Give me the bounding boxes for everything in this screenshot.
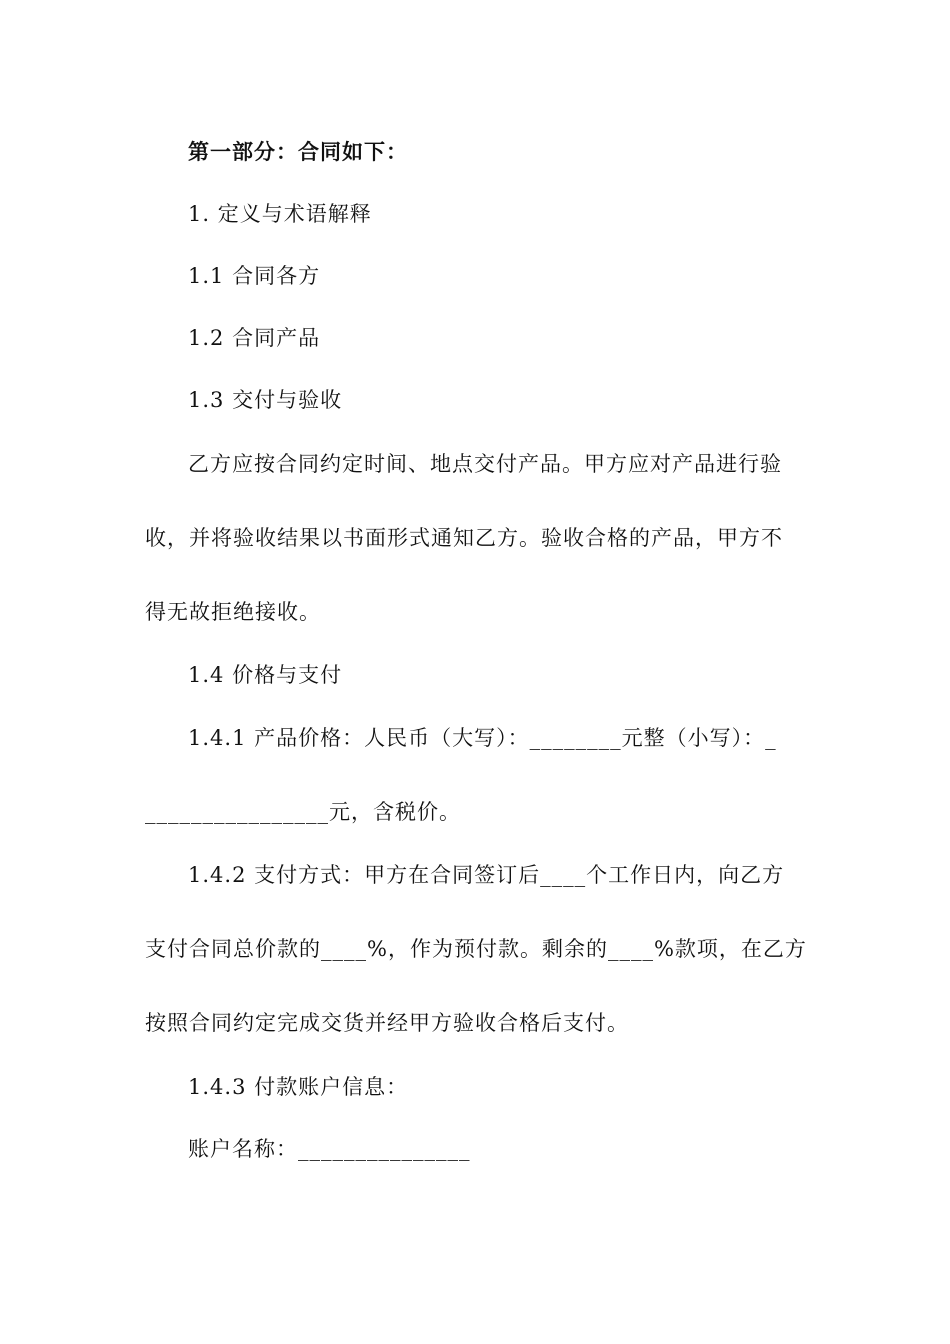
- paragraph-line: 1.4.2 支付方式：甲方在合同签订后____个工作日内，向乙方: [188, 863, 785, 887]
- paragraph-line: 收，并将验收结果以书面形式通知乙方。验收合格的产品，甲方不: [145, 526, 783, 550]
- paragraph-line: 支付合同总价款的____%，作为预付款。剩余的____%款项，在乙方: [145, 937, 807, 961]
- paragraph-line: 按照合同约定完成交货并经甲方验收合格后支付。: [145, 1011, 629, 1035]
- paragraph-line: ________________元，含税价。: [145, 800, 461, 824]
- clause-1-3-title: 1.3 交付与验收: [188, 388, 343, 412]
- clause-1-4-title: 1.4 价格与支付: [188, 663, 343, 687]
- paragraph-line: 乙方应按合同约定时间、地点交付产品。甲方应对产品进行验: [188, 452, 782, 476]
- paragraph-line: 得无故拒绝接收。: [145, 600, 321, 624]
- paragraph-line: 1.4.1 产品价格：人民币（大写）：________元整（小写）：_: [188, 726, 777, 750]
- section-heading: 第一部分：合同如下：: [188, 139, 408, 164]
- clause-1-title: 1. 定义与术语解释: [188, 202, 372, 226]
- account-name-line: 账户名称：_______________: [188, 1137, 471, 1161]
- clause-1-4-3-title: 1.4.3 付款账户信息：: [188, 1075, 409, 1099]
- clause-1-1-title: 1.1 合同各方: [188, 264, 321, 288]
- clause-1-2-title: 1.2 合同产品: [188, 326, 321, 350]
